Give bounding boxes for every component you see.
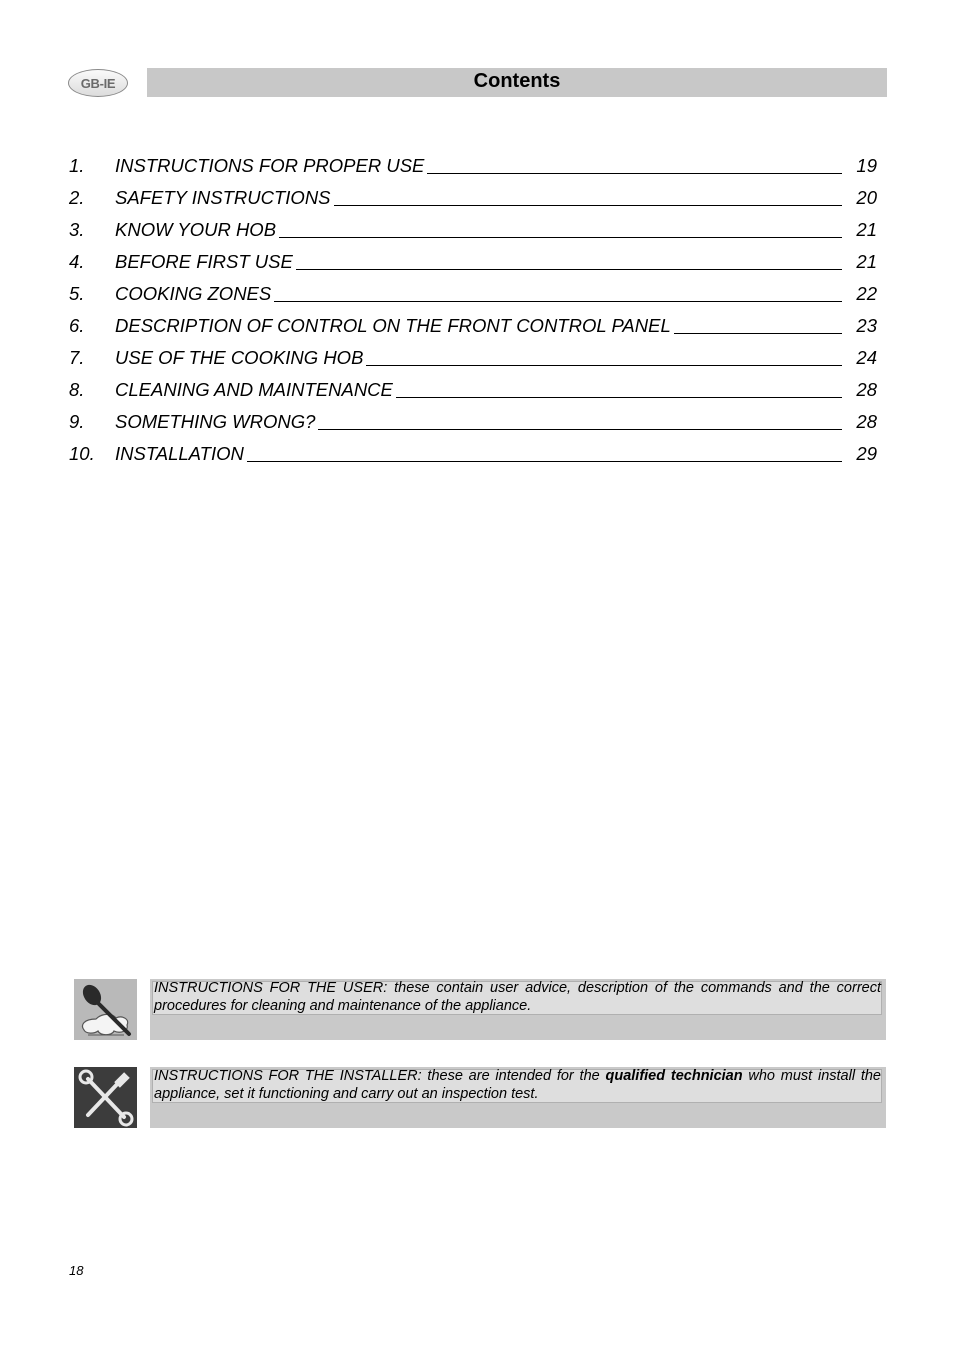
toc-entry-title: KNOW YOUR HOB bbox=[115, 219, 277, 240]
toc-entry-number: 7. bbox=[69, 347, 85, 368]
toc-entry-number: 9. bbox=[69, 411, 85, 432]
installer-text-end: who must install the appliance, set it functioning and carry out an inspection test. bbox=[154, 1068, 881, 1102]
toc-entry-page: 29 bbox=[856, 443, 877, 464]
toc-entry-number: 6. bbox=[69, 315, 85, 336]
qualified-technician-emphasis: qualified technician bbox=[605, 1068, 743, 1084]
page-number: 18 bbox=[69, 1263, 84, 1278]
toc-entry bbox=[69, 406, 877, 438]
installer-instructions-note bbox=[150, 1067, 886, 1128]
toc-entry-page: 21 bbox=[856, 219, 877, 240]
toc-entry-number: 10. bbox=[69, 443, 95, 464]
toc-leader-line bbox=[296, 269, 842, 270]
toc-entry-title: SAFETY INSTRUCTIONS bbox=[115, 187, 331, 208]
toc-entry-title: USE OF THE COOKING HOB bbox=[115, 347, 364, 368]
page-title: Contents bbox=[473, 70, 561, 92]
toc-leader-line bbox=[427, 173, 842, 174]
toc-entry-title: CLEANING AND MAINTENANCE bbox=[115, 379, 393, 400]
installer-text-start: INSTRUCTIONS FOR THE INSTALLER: these are intended for the bbox=[154, 1068, 606, 1084]
toc-entry-title: INSTALLATION bbox=[115, 443, 244, 464]
toc-leader-line bbox=[274, 301, 842, 302]
toc-entry-page: 23 bbox=[856, 315, 877, 336]
toc-entry-page: 24 bbox=[856, 347, 877, 368]
toc-leader-line bbox=[674, 333, 842, 334]
user-instructions-text: INSTRUCTIONS FOR THE USER: these contain user advice, description of the commands and the correct procedures for cleaning and maintenance of the appliance. bbox=[154, 980, 881, 1014]
toc-entry-page: 22 bbox=[856, 283, 877, 304]
language-badge: GB-IE bbox=[68, 69, 128, 97]
toc-entry-number: 3. bbox=[69, 219, 85, 240]
toc-entry-title: SOMETHING WRONG? bbox=[115, 411, 316, 432]
user-instructions-note bbox=[150, 979, 886, 1040]
toc-leader-line bbox=[318, 429, 842, 430]
toc-leader-line bbox=[396, 397, 842, 398]
toc-entry bbox=[69, 246, 877, 278]
toc-leader-line bbox=[334, 205, 842, 206]
wrench-and-screwdriver-icon bbox=[74, 1067, 137, 1128]
toc-entry bbox=[69, 214, 877, 246]
toc-entry-title: BEFORE FIRST USE bbox=[115, 251, 293, 272]
toc-entry bbox=[69, 342, 877, 374]
page-title-bar bbox=[147, 68, 887, 97]
toc-entry-page: 20 bbox=[856, 187, 877, 208]
toc-entry-title: DESCRIPTION OF CONTROL ON THE FRONT CONTROL PANEL bbox=[115, 315, 671, 336]
toc-entry bbox=[69, 278, 877, 310]
toc-entry-number: 5. bbox=[69, 283, 85, 304]
toc-entry-page: 28 bbox=[856, 379, 877, 400]
table-of-contents bbox=[69, 150, 877, 470]
toc-entry-number: 4. bbox=[69, 251, 85, 272]
toc-leader-line bbox=[279, 237, 842, 238]
toc-leader-line bbox=[366, 365, 842, 366]
toc-entry-number: 8. bbox=[69, 379, 85, 400]
toc-entry bbox=[69, 310, 877, 342]
toc-entry-page: 19 bbox=[856, 155, 877, 176]
installer-instructions-text bbox=[154, 1067, 881, 1103]
toc-entry-number: 1. bbox=[69, 155, 85, 176]
spoon-and-chef-hat-icon bbox=[74, 979, 137, 1040]
toc-entry-page: 28 bbox=[856, 411, 877, 432]
toc-entry bbox=[69, 150, 877, 182]
toc-entry bbox=[69, 438, 877, 470]
toc-entry-title: INSTRUCTIONS FOR PROPER USE bbox=[115, 155, 425, 176]
toc-entry-title: COOKING ZONES bbox=[115, 283, 272, 304]
toc-leader-line bbox=[247, 461, 842, 462]
toc-entry bbox=[69, 374, 877, 406]
toc-entry bbox=[69, 182, 877, 214]
toc-entry-page: 21 bbox=[856, 251, 877, 272]
toc-entry-number: 2. bbox=[69, 187, 85, 208]
